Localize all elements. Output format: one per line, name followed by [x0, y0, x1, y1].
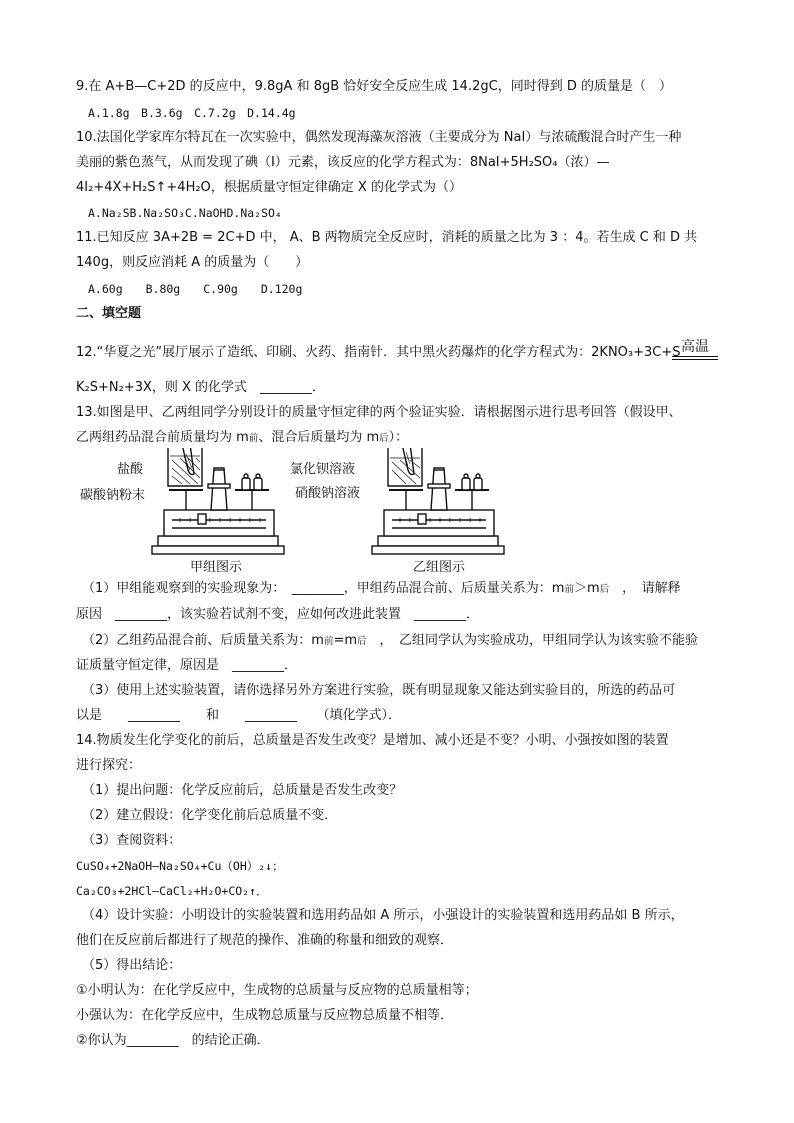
- q10-options: A.Na₂SB.Na₂SO₃C.NaOHD.Na₂SO₄: [88, 206, 282, 220]
- m-after-sub: 后: [379, 433, 389, 444]
- q13-p2-line2: 证质量守恒定律，原因是 ________．: [76, 658, 298, 673]
- q13-line2: [76, 429, 408, 448]
- q12-line1: 12.“华夏之光”展厅展示了造纸、印刷、火药、指南针．其中黑火药爆炸的化学方程式为：2KNO₃+3C+S: [76, 345, 681, 360]
- q12-line2: K₂S+N₂+3X，则 X 的化学式 ________．: [76, 380, 326, 395]
- q14-conclusion2: 小强认为：在化学反应中，生成物总质量与反应物总质量不相等．: [76, 1008, 454, 1023]
- q10-line2: 美丽的紫色蒸气，从而发现了碘（I）元素，该反应的化学方程式为：8NaI+5H₂SO₄（浓）—: [76, 155, 610, 170]
- p1-sub2: 后: [599, 584, 610, 595]
- label-hcl: 盐酸: [117, 462, 144, 477]
- q13-line2-c: ）：: [388, 430, 409, 445]
- p2-sub2: 后: [357, 636, 367, 647]
- right-balance: [372, 448, 504, 554]
- double-arrow-line: [672, 356, 718, 360]
- q14-step5: （5）得出结论：: [82, 958, 182, 973]
- caption-right: 乙组图示: [413, 560, 466, 575]
- q10-line3: 4I₂+4X+H₂S↑+4H₂O，根据质量守恒定律确定 X 的化学式为（）: [76, 180, 462, 195]
- q13-line2-a: 乙两组药品混合前质量均为 m: [76, 430, 249, 445]
- q13-line2-b: 、混合后质量均为 m: [258, 430, 380, 445]
- m-before-sub: 前: [248, 433, 259, 444]
- p2-b: =m: [333, 633, 358, 648]
- p2-a: （2）乙组药品混合前、后质量关系为：m: [82, 633, 324, 648]
- q9-stem: 9.在 A+B—C+2D 的反应中，9.8gA 和 8gB 恰好安全反应生成 14.2gC，同时得到 D 的质量是（ ）: [76, 79, 672, 94]
- label-na2co3: 碳酸钠粉末: [80, 488, 146, 503]
- q14-line1: 14.物质发生化学变化的前后，总质量是否发生改变？是增加、减小还是不变？小明、小强按如图的装置: [76, 733, 669, 748]
- condition-text: 高温: [681, 339, 709, 355]
- left-balance: [152, 448, 284, 554]
- label-bacl2: 氯化钡溶液: [290, 462, 356, 477]
- q13-p1-line2: 原因 ________，该实验若试剂不变，应如何改进此装置 ________．: [76, 607, 480, 622]
- q14-equation1: CuSO₄+2NaOH—Na₂SO₄+Cu（OH）₂↓；: [76, 859, 284, 873]
- p2-c: ， 乙组同学认为实验成功，甲组同学认为该实验不能验: [366, 633, 699, 648]
- p1-sub1: 前: [564, 584, 574, 595]
- p1-a: （1）甲组能观察到的实验现象为： ________，甲组药品混合前、后质量关系为：m: [82, 581, 565, 596]
- q14-step2: （2）建立假设：化学变化前后总质量不变．: [82, 808, 338, 823]
- label-nano3: 硝酸钠溶液: [295, 486, 361, 501]
- q14-line2: 进行探究：: [76, 758, 142, 773]
- q14-step4-line1: （4）设计实验：小明设计的实验装置和选用药品如 A 所示，小强设计的实验装置和选用药品如 B 所示，: [82, 908, 684, 923]
- q11-line1: 11.已知反应 3A+2B = 2C+D 中， A、B 两物质完全反应时，消耗的质量之比为 3 ：4。若生成 C 和 D 共: [76, 230, 698, 245]
- q11-line2: 140g，则反应消耗 A 的质量为（ ）: [76, 255, 309, 270]
- q10-line1: 10.法国化学家库尔特瓦在一次实验中，偶然发现海藻灰溶液（主要成分为 NaI）与浓硫酸混合时产生一种: [76, 130, 682, 145]
- q13-p3-line1: （3）使用上述实验装置，请你选择另外方案进行实验，既有明显现象又能达到实验目的，所选的药品可: [82, 683, 676, 698]
- q14-conclusion1: ①小明认为：在化学反应中，生成物的总质量与反应物的总质量相等；: [76, 983, 478, 998]
- q14-step4-line2: 他们在反应前后都进行了规范的操作、准确的称量和细致的观察．: [76, 933, 454, 948]
- q14-step3: （3）查阅资料：: [82, 833, 182, 848]
- section-title: 二、填空题: [76, 306, 142, 321]
- p1-c: ， 请解释: [609, 581, 681, 596]
- reaction-condition: [672, 339, 718, 360]
- caption-left: 甲组图示: [190, 560, 243, 575]
- p1-b: ＞m: [573, 581, 600, 596]
- q14-conclusion3: ②你认为________ 的结论正确．: [76, 1033, 270, 1048]
- q13-p1-line1: [82, 580, 681, 599]
- q11-options: A.60g B.80g C.90g D.120g: [88, 282, 303, 296]
- q9-options: A.1.8g B.3.6g C.7.2g D.14.4g: [88, 106, 296, 120]
- q14-equation2: Ca₂CO₃+2HCl—CaCl₂+H₂O+CO₂↑．: [76, 884, 268, 898]
- q13-p2-line1: [82, 632, 698, 651]
- p2-sub1: 前: [323, 636, 334, 647]
- q14-step1: （1）提出问题：化学反应前后，总质量是否发生改变？: [82, 783, 403, 798]
- q13-p3-line2: 以是 ________ 和 ________ （填化学式）．: [76, 708, 402, 723]
- q13-line1: 13.如图是甲、乙两组同学分别设计的质量守恒定律的两个验证实验．请根据图示进行思考回答（假设甲、: [76, 405, 682, 420]
